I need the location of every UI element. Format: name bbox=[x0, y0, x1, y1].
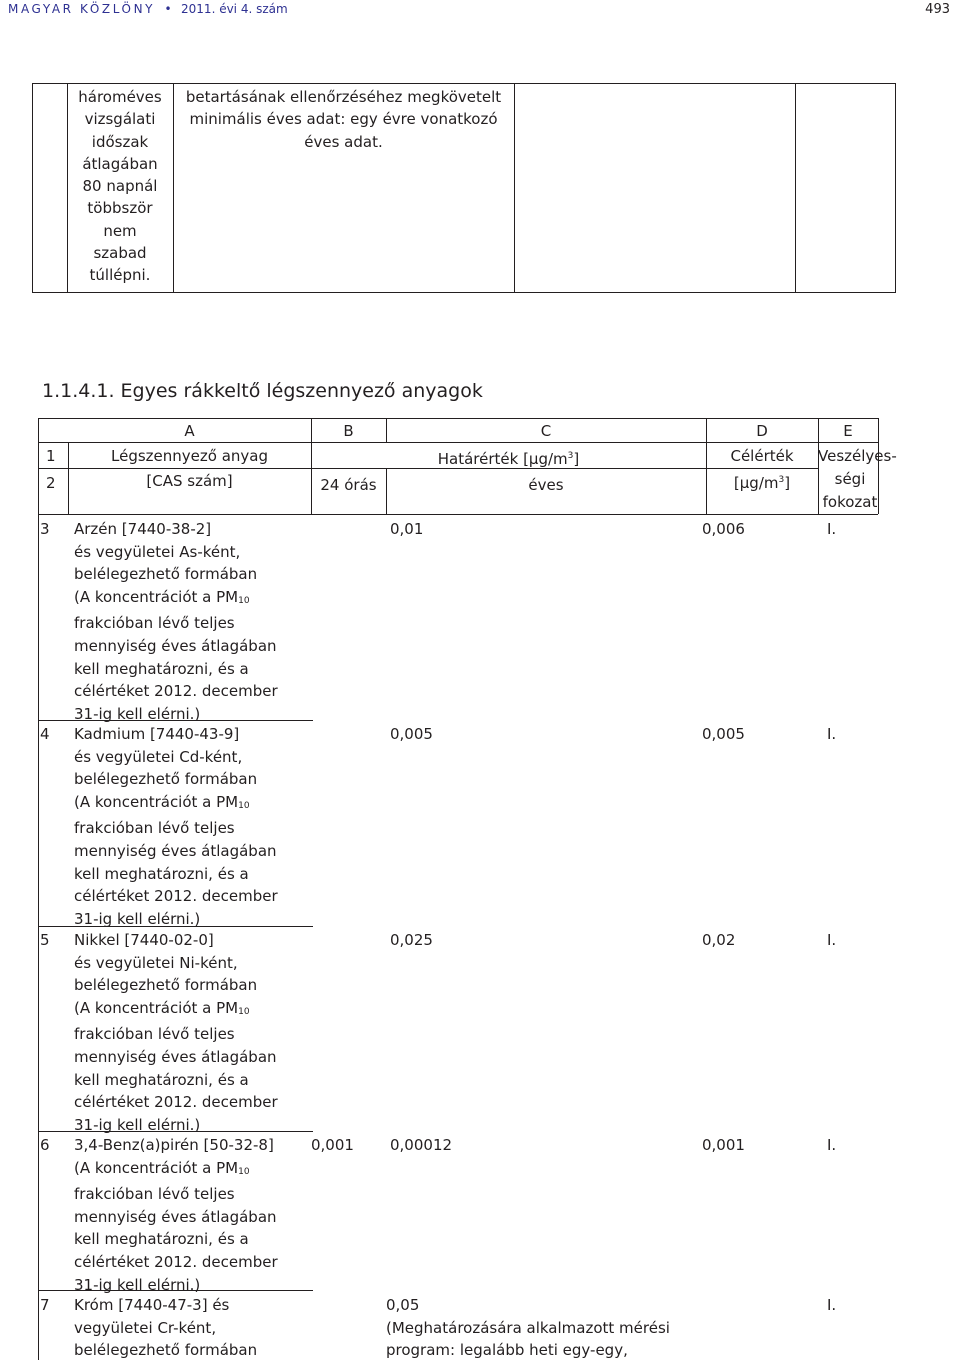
pollutant-line bbox=[74, 723, 278, 746]
pm-subscript: 10 bbox=[238, 800, 250, 811]
pollutant-line-text: kell meghatározni, és a bbox=[74, 659, 249, 678]
pollutant-line-text: célértéket 2012. december bbox=[74, 1252, 278, 1271]
column-divider bbox=[795, 84, 796, 292]
pollutant-line-text: célértéket 2012. december bbox=[74, 887, 278, 906]
value-annual-block bbox=[386, 1294, 670, 1362]
pollutant-line bbox=[74, 997, 278, 1024]
pollutant-line-text: (A koncentrációt a PM bbox=[74, 998, 239, 1017]
cell-line: 80 napnál bbox=[82, 177, 158, 196]
pollutant-line bbox=[74, 840, 278, 863]
cell-line: betartásának ellenőrzéséhez megkövetelt bbox=[185, 88, 502, 106]
pollutant-line-text: célértéket 2012. december bbox=[74, 682, 278, 701]
pollutant-line-text: 3,4-Benz(a)pirén [50-32-8] bbox=[74, 1136, 274, 1154]
cell-line: túllépni. bbox=[89, 266, 151, 285]
row-number: 3 bbox=[40, 520, 50, 538]
pollutant-line-text: 31-ig kell elérni.) bbox=[74, 909, 201, 928]
pollutant-line bbox=[74, 658, 278, 681]
value-24h: 0,001 bbox=[311, 1136, 354, 1154]
pollutant-line-text: 31-ig kell elérni.) bbox=[74, 1115, 201, 1134]
pollutant-line-text: kell meghatározni, és a bbox=[74, 1230, 249, 1249]
pollutant-line-text: (A koncentrációt a PM bbox=[74, 792, 239, 811]
pollutant-line bbox=[74, 1114, 278, 1137]
pollutant-description bbox=[74, 929, 278, 1136]
value-target: 0,02 bbox=[702, 931, 736, 949]
value-target: 0,006 bbox=[702, 520, 745, 538]
pollutant-line-text: célértéket 2012. december bbox=[74, 1093, 278, 1112]
rule-header-bottom bbox=[38, 514, 878, 515]
value-annual: 0,005 bbox=[390, 725, 433, 743]
pollutant-line-text: belélegezhető formában bbox=[74, 976, 258, 995]
pollutant-line bbox=[74, 1339, 257, 1362]
pollutant-line-text: Kadmium [7440-43-9] bbox=[74, 725, 240, 743]
pollutant-line bbox=[74, 1157, 278, 1184]
pollutant-line bbox=[74, 929, 278, 952]
pm-subscript: 10 bbox=[238, 1166, 250, 1177]
pollutant-line-text: mennyiség éves átlagában bbox=[74, 1047, 277, 1066]
pollutant-line bbox=[74, 908, 278, 931]
page-number: 493 bbox=[925, 2, 950, 17]
row-number: 7 bbox=[40, 1296, 50, 1314]
pollutant-line-text: mennyiség éves átlagában bbox=[74, 841, 277, 860]
value-hazard: I. bbox=[827, 725, 837, 743]
value-target: 0,005 bbox=[702, 725, 745, 743]
pollutant-line-text: frakcióban lévő teljes bbox=[74, 1185, 235, 1204]
pollutant-line-text: (A koncentrációt a PM bbox=[74, 587, 239, 606]
rule-left bbox=[38, 418, 39, 1360]
col-letter-d: D bbox=[756, 422, 768, 440]
bullet-separator: • bbox=[164, 2, 172, 16]
value-annual-line: (Meghatározására alkalmazott mérési bbox=[386, 1318, 670, 1337]
header-pollutant: Légszennyező anyag bbox=[111, 447, 268, 465]
pollutant-line-text: Nikkel [7440-02-0] bbox=[74, 931, 214, 949]
pollutant-line bbox=[74, 612, 278, 635]
pollutant-line-text: frakcióban lévő teljes bbox=[74, 819, 235, 838]
pollutant-line-text: kell meghatározni, és a bbox=[74, 1070, 249, 1089]
cell-data-requirement bbox=[173, 86, 514, 153]
pollutant-line bbox=[74, 1228, 278, 1251]
pollutant-line bbox=[74, 791, 278, 818]
pollutant-line bbox=[74, 1023, 278, 1046]
pollutant-line bbox=[74, 541, 278, 564]
cell-line: vizsgálati bbox=[84, 110, 156, 129]
pollutant-line-text: belélegezhető formában bbox=[74, 565, 258, 584]
value-target: 0,001 bbox=[702, 1136, 745, 1154]
value-hazard: I. bbox=[827, 1296, 837, 1314]
cell-line: minimális éves adat: egy évre vonatkozó bbox=[189, 110, 498, 129]
row-number: 5 bbox=[40, 931, 50, 949]
pollutant-line bbox=[74, 768, 278, 791]
header-limit-value: Határérték $[\mu g/m^3]$ bbox=[437, 450, 580, 468]
pollutant-line-text: vegyületei Cr-ként, bbox=[74, 1318, 217, 1337]
pollutant-line-text: frakcióban lévő teljes bbox=[74, 614, 235, 633]
pollutant-line-text: mennyiség éves átlagában bbox=[74, 1207, 277, 1226]
pollutant-line bbox=[74, 635, 278, 658]
pm-subscript: 10 bbox=[238, 595, 250, 606]
pollutant-line bbox=[74, 1274, 278, 1297]
value-annual-line: program: legalább heti egy-egy, bbox=[386, 1341, 628, 1360]
header-24h: 24 órás bbox=[320, 476, 377, 494]
pollutant-description bbox=[74, 1294, 257, 1362]
cell-threshold-note bbox=[67, 86, 173, 287]
pollutant-line-text: Arzén [7440-38-2] bbox=[74, 520, 212, 538]
pollutant-line bbox=[74, 586, 278, 613]
running-head bbox=[8, 2, 288, 16]
pollutant-line-text: és vegyületei Cd-ként, bbox=[74, 747, 243, 766]
cell-line: többször bbox=[87, 199, 153, 218]
pollutant-line bbox=[74, 863, 278, 886]
pm-subscript: 10 bbox=[238, 1006, 250, 1017]
value-hazard: I. bbox=[827, 520, 837, 538]
pollutant-line-text: 31-ig kell elérni.) bbox=[74, 1275, 201, 1294]
cell-line: éves adat. bbox=[304, 132, 383, 151]
section-title: 1.1.4.1. Egyes rákkeltő légszennyező anyagok bbox=[42, 380, 483, 402]
pollutant-line-text: (A koncentrációt a PM bbox=[74, 1158, 239, 1177]
value-annual-line: 0,05 bbox=[386, 1296, 420, 1314]
header-target-unit: $[\mu g/m^3]$ bbox=[733, 474, 791, 492]
pollutant-line bbox=[74, 746, 278, 769]
col-letter-c: C bbox=[540, 422, 552, 440]
pollutant-line-text: frakcióban lévő teljes bbox=[74, 1025, 235, 1044]
cell-line: nem bbox=[103, 221, 137, 240]
pollutant-line bbox=[74, 1206, 278, 1229]
cell-line: időszak bbox=[91, 132, 149, 151]
issue-date: 2011. évi 4. szám bbox=[181, 2, 288, 16]
running-header bbox=[0, 0, 960, 22]
pollutant-line bbox=[74, 703, 278, 726]
pollutant-line bbox=[74, 974, 278, 997]
carcinogen-limit-table bbox=[38, 418, 897, 1360]
pollutant-line bbox=[74, 680, 278, 703]
cell-line: hároméves bbox=[78, 88, 162, 106]
value-annual: 0,025 bbox=[390, 931, 433, 949]
value-annual: 0,01 bbox=[390, 520, 424, 538]
header-hazard-2: ségi bbox=[834, 470, 866, 488]
value-annual: 0,00012 bbox=[390, 1136, 453, 1154]
pollutant-line bbox=[74, 817, 278, 840]
value-hazard: I. bbox=[827, 1136, 837, 1154]
col-letter-b: B bbox=[343, 422, 354, 440]
pollutant-description bbox=[74, 723, 278, 930]
pollutant-line bbox=[74, 1251, 278, 1274]
column-divider bbox=[514, 84, 515, 292]
pollutant-line bbox=[74, 563, 278, 586]
value-hazard: I. bbox=[827, 931, 837, 949]
pollutant-line-text: mennyiség éves átlagában bbox=[74, 636, 277, 655]
col-letter-a: A bbox=[184, 422, 195, 440]
row-number: 6 bbox=[40, 1136, 50, 1154]
continued-table bbox=[32, 83, 896, 293]
publication-name: MAGYAR KÖZLÖNY bbox=[8, 2, 156, 16]
pollutant-description bbox=[74, 1134, 278, 1296]
pollutant-line-text: belélegezhető formában bbox=[74, 1341, 258, 1360]
header-hazard-1: Veszélyes- bbox=[818, 447, 897, 465]
row-number: 4 bbox=[40, 725, 50, 743]
row-number: 2 bbox=[46, 474, 56, 492]
pollutant-line bbox=[74, 1183, 278, 1206]
pollutant-line bbox=[74, 1134, 278, 1157]
header-target-value: Célérték bbox=[730, 447, 794, 465]
pollutant-line-text: kell meghatározni, és a bbox=[74, 864, 249, 883]
pollutant-line-text: Króm [7440-47-3] és bbox=[74, 1296, 230, 1314]
pollutant-line bbox=[74, 952, 278, 975]
pollutant-description bbox=[74, 518, 278, 725]
pollutant-line bbox=[74, 1317, 257, 1340]
header-cas: [CAS szám] bbox=[146, 472, 233, 490]
pollutant-line-text: és vegyületei Ni-ként, bbox=[74, 953, 238, 972]
pollutant-line-text: 31-ig kell elérni.) bbox=[74, 704, 201, 723]
pollutant-line-text: és vegyületei As-ként, bbox=[74, 542, 241, 561]
pollutant-line bbox=[74, 885, 278, 908]
pollutant-line bbox=[74, 518, 278, 541]
header-hazard-3: fokozat bbox=[822, 493, 878, 511]
pollutant-line bbox=[74, 1069, 278, 1092]
pollutant-line-text: belélegezhető formában bbox=[74, 770, 258, 789]
cell-line: szabad bbox=[93, 244, 147, 263]
col-letter-e: E bbox=[843, 422, 853, 440]
row-number: 1 bbox=[46, 447, 56, 465]
pollutant-line bbox=[74, 1046, 278, 1069]
cell-line: átlagában bbox=[82, 154, 158, 173]
pollutant-line bbox=[74, 1091, 278, 1114]
pollutant-line bbox=[74, 1294, 257, 1317]
header-annual: éves bbox=[528, 476, 564, 494]
rule-top bbox=[38, 418, 878, 419]
